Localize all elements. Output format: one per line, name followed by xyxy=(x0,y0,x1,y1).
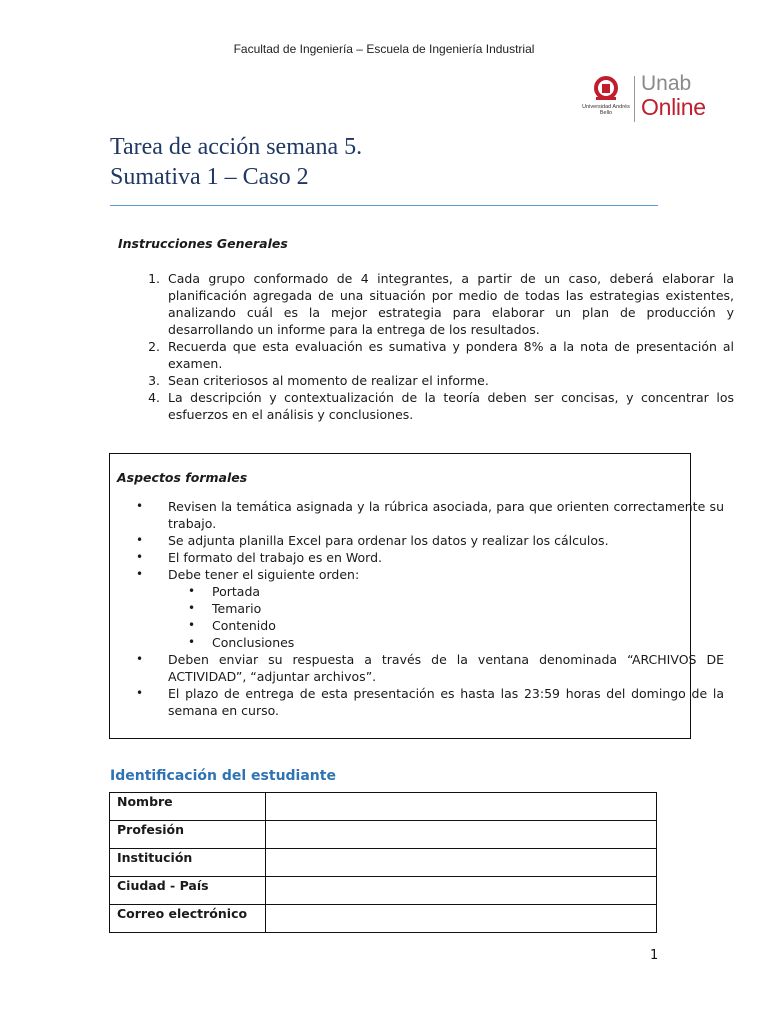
document-title xyxy=(110,132,362,192)
instruction-item: 1. Cada grupo conformado de 4 integrantes, a partir de un caso, deberá elaborar la planificación agregada de una situación por medio de todas las estrategias existentes, analizando cuál es la mejor estrategia para elaborar un plan de producción y desarrollando un informe para la entrega de los resultados. xyxy=(164,270,734,338)
field-label: Ciudad - País xyxy=(110,877,266,905)
title-line-2: Sumativa 1 – Caso 2 xyxy=(110,164,309,190)
logo-unab-text: Unab xyxy=(641,72,692,95)
order-sublist xyxy=(168,583,724,651)
table-row xyxy=(110,877,657,905)
city-country-field[interactable] xyxy=(266,877,657,905)
field-label: Profesión xyxy=(110,821,266,849)
order-item: • Contenido xyxy=(212,617,724,634)
aspect-item: • El formato del trabajo es en Word. xyxy=(168,549,724,566)
aspects-list xyxy=(130,498,724,719)
logo-divider xyxy=(634,76,635,122)
table-row xyxy=(110,905,657,933)
university-emblem-icon xyxy=(592,76,620,102)
instructions-list xyxy=(118,270,734,423)
title-divider xyxy=(110,205,658,206)
order-item: • Temario xyxy=(212,600,724,617)
formal-aspects-box xyxy=(109,453,724,739)
profession-field[interactable] xyxy=(266,821,657,849)
order-item: • Portada xyxy=(212,583,724,600)
table-row xyxy=(110,849,657,877)
aspect-item: • Se adjunta planilla Excel para ordenar los datos y realizar los cálculos. xyxy=(168,532,724,549)
table-row xyxy=(110,821,657,849)
logo-university-name: Universidad Andrés Bello xyxy=(582,104,630,116)
aspect-item: • El plazo de entrega de esta presentación es hasta las 23:59 horas del domingo de la semana en curso. xyxy=(168,685,724,719)
aspect-item-order xyxy=(168,566,724,651)
student-id-table xyxy=(109,792,657,933)
field-label: Nombre xyxy=(110,793,266,821)
aspects-heading: Aspectos formales xyxy=(117,470,248,485)
aspect-item: • Revisen la temática asignada y la rúbrica asociada, para que orienten correctamente su trabajo. xyxy=(168,498,724,532)
instruction-item: 4. La descripción y contextualización de la teoría deben ser concisas, y concentrar los esfuerzos en el análisis y conclusiones. xyxy=(164,389,734,423)
unab-online-logo xyxy=(580,74,720,124)
instructions-heading: Instrucciones Generales xyxy=(118,236,288,251)
student-id-heading: Identificación del estudiante xyxy=(110,768,336,784)
aspect-item-text: Debe tener el siguiente orden: xyxy=(168,567,360,582)
name-field[interactable] xyxy=(266,793,657,821)
field-label: Correo electrónico xyxy=(110,905,266,933)
title-line-1: Tarea de acción semana 5. xyxy=(110,134,363,160)
order-item: • Conclusiones xyxy=(212,634,724,651)
email-field[interactable] xyxy=(266,905,657,933)
institution-field[interactable] xyxy=(266,849,657,877)
logo-online-text: Online xyxy=(641,94,706,120)
page-header: Facultad de Ingeniería – Escuela de Ingeniería Industrial xyxy=(233,42,535,56)
aspect-item: • Deben enviar su respuesta a través de la ventana denominada “ARCHIVOS DE ACTIVIDAD”, “adjuntar archivos”. xyxy=(168,651,724,685)
field-label: Institución xyxy=(110,849,266,877)
page-number: 1 xyxy=(650,948,659,963)
instruction-item: 3. Sean criteriosos al momento de realizar el informe. xyxy=(164,372,734,389)
table-row xyxy=(110,793,657,821)
instruction-item: 2. Recuerda que esta evaluación es sumativa y pondera 8% a la nota de presentación al examen. xyxy=(164,338,734,372)
